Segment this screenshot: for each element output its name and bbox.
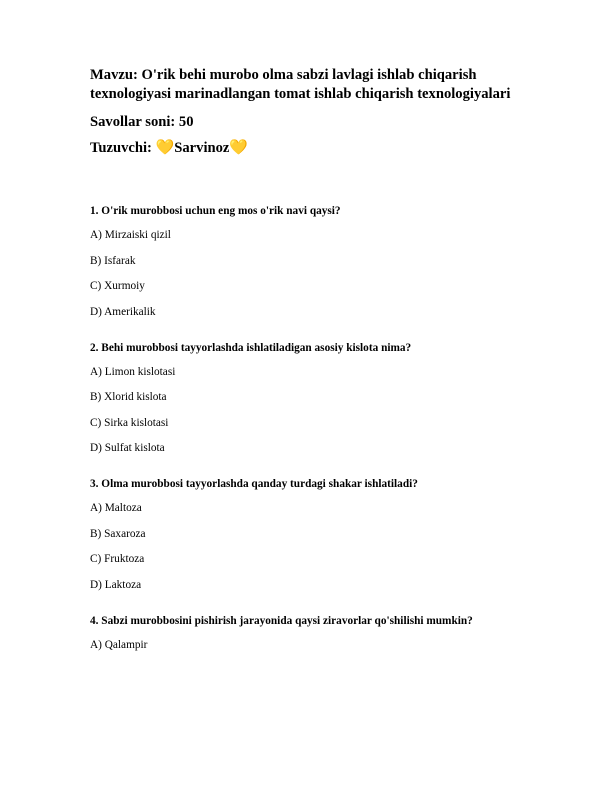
question-item	[90, 204, 560, 319]
answer-option: B) Saxaroza	[90, 527, 146, 540]
question-text: 1. O'rik murobbosi uchun eng mos o'rik navi qaysi?	[90, 205, 341, 217]
answer-option: D) Sulfat kislota	[90, 442, 165, 454]
topic-title	[90, 66, 550, 104]
author-label: Tuzuvchi:	[90, 140, 156, 156]
answer-option: D) Laktoza	[90, 578, 142, 591]
question-text: 2. Behi murobbosi tayyorlashda ishlatiladigan asosiy kislota nima?	[90, 341, 412, 354]
answer-option: B) Isfarak	[90, 254, 136, 267]
question-text: 4. Sabzi murobbosini pishirish jarayonida qaysi ziravorlar qo'shilishi mumkin?	[90, 614, 473, 627]
answer-option: C) Xurmoiy	[90, 280, 145, 292]
question-item	[90, 477, 560, 592]
answer-option: C) Sirka kislotasi	[90, 416, 169, 429]
question-count: Savollar soni: 50	[90, 114, 194, 130]
question-item	[90, 341, 560, 456]
answer-option: A) Maltoza	[90, 502, 142, 514]
answer-option: A) Qalampir	[90, 638, 148, 651]
answer-option: A) Mirzaiski qizil	[90, 229, 171, 241]
question-list	[90, 204, 560, 663]
author-line	[90, 139, 550, 157]
answer-option: A) Limon kislotasi	[90, 365, 176, 378]
yellow-heart-icon: 💛	[229, 140, 249, 156]
answer-option: C) Fruktoza	[90, 553, 145, 565]
document-header	[90, 66, 550, 157]
question-text: 3. Olma murobbosi tayyorlashda qanday turdagi shakar ishlatiladi?	[90, 478, 418, 490]
answer-option: B) Xlorid kislota	[90, 391, 167, 403]
yellow-heart-icon: 💛	[155, 140, 175, 156]
question-item	[90, 614, 560, 652]
author-name: Sarvinoz	[174, 140, 230, 156]
answer-option: D) Amerikalik	[90, 305, 156, 318]
topic-title-line-2: texnologiyasi marinadlangan tomat ishlab chiqarish texnologiyalari	[90, 86, 511, 102]
topic-title-line-1: Mavzu: O'rik behi murobo olma sabzi lavlagi ishlab chiqarish	[90, 67, 477, 83]
